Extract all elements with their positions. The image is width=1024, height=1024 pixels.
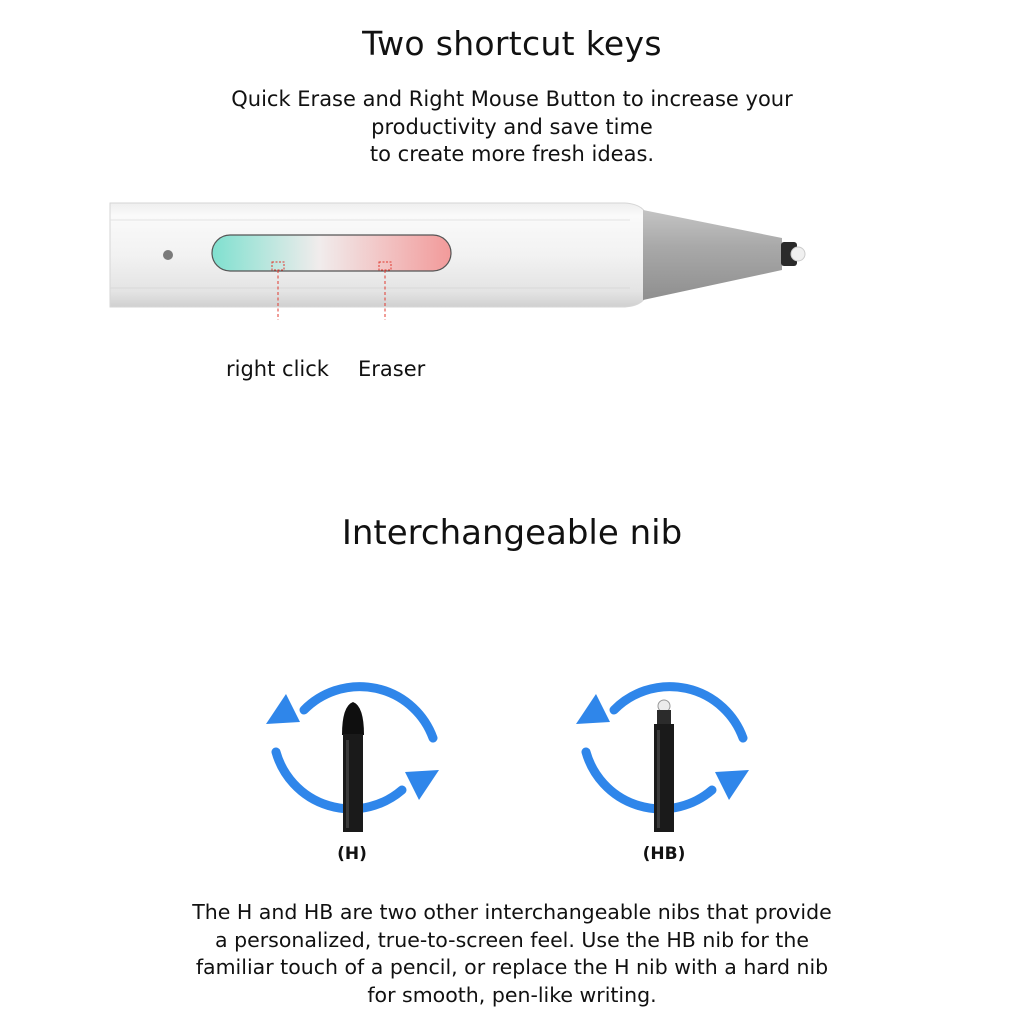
hb-nib-icon — [654, 700, 674, 832]
description-line: familiar touch of a pencil, or replace the H nib with a hard nib — [195, 955, 829, 979]
nib-h-caption: (H) — [337, 844, 367, 864]
nib-h-illustration — [258, 650, 448, 840]
led-indicator — [163, 250, 173, 260]
subtitle-line: productivity and save time — [371, 114, 653, 139]
nib-hb-caption: (HB) — [642, 844, 686, 864]
eraser-label: Eraser — [358, 357, 426, 381]
section-title-shortcut-keys: Two shortcut keys — [362, 24, 662, 63]
pen-tip-cone — [643, 210, 782, 300]
description-line: The H and HB are two other interchangeable nibs that provide — [192, 900, 832, 924]
section-subtitle — [0, 86, 1024, 169]
right-click-label: right click — [226, 357, 329, 381]
description-line: for smooth, pen-like writing. — [367, 982, 657, 1007]
h-nib-icon — [342, 702, 364, 832]
stylus-pen-illustration — [0, 190, 1024, 320]
subtitle-line: to create more fresh ideas. — [369, 142, 655, 166]
section-title-interchangeable-nib: Interchangeable nib — [341, 513, 683, 553]
pen-nib — [781, 242, 805, 266]
shortcut-button — [212, 235, 451, 271]
description-line: a personalized, true-to-screen feel. Use the HB nib for the — [215, 927, 809, 952]
subtitle-line: Quick Erase and Right Mouse Button to increase your — [231, 87, 793, 111]
nib-description — [0, 899, 1024, 1009]
nib-hb-illustration — [568, 650, 758, 840]
